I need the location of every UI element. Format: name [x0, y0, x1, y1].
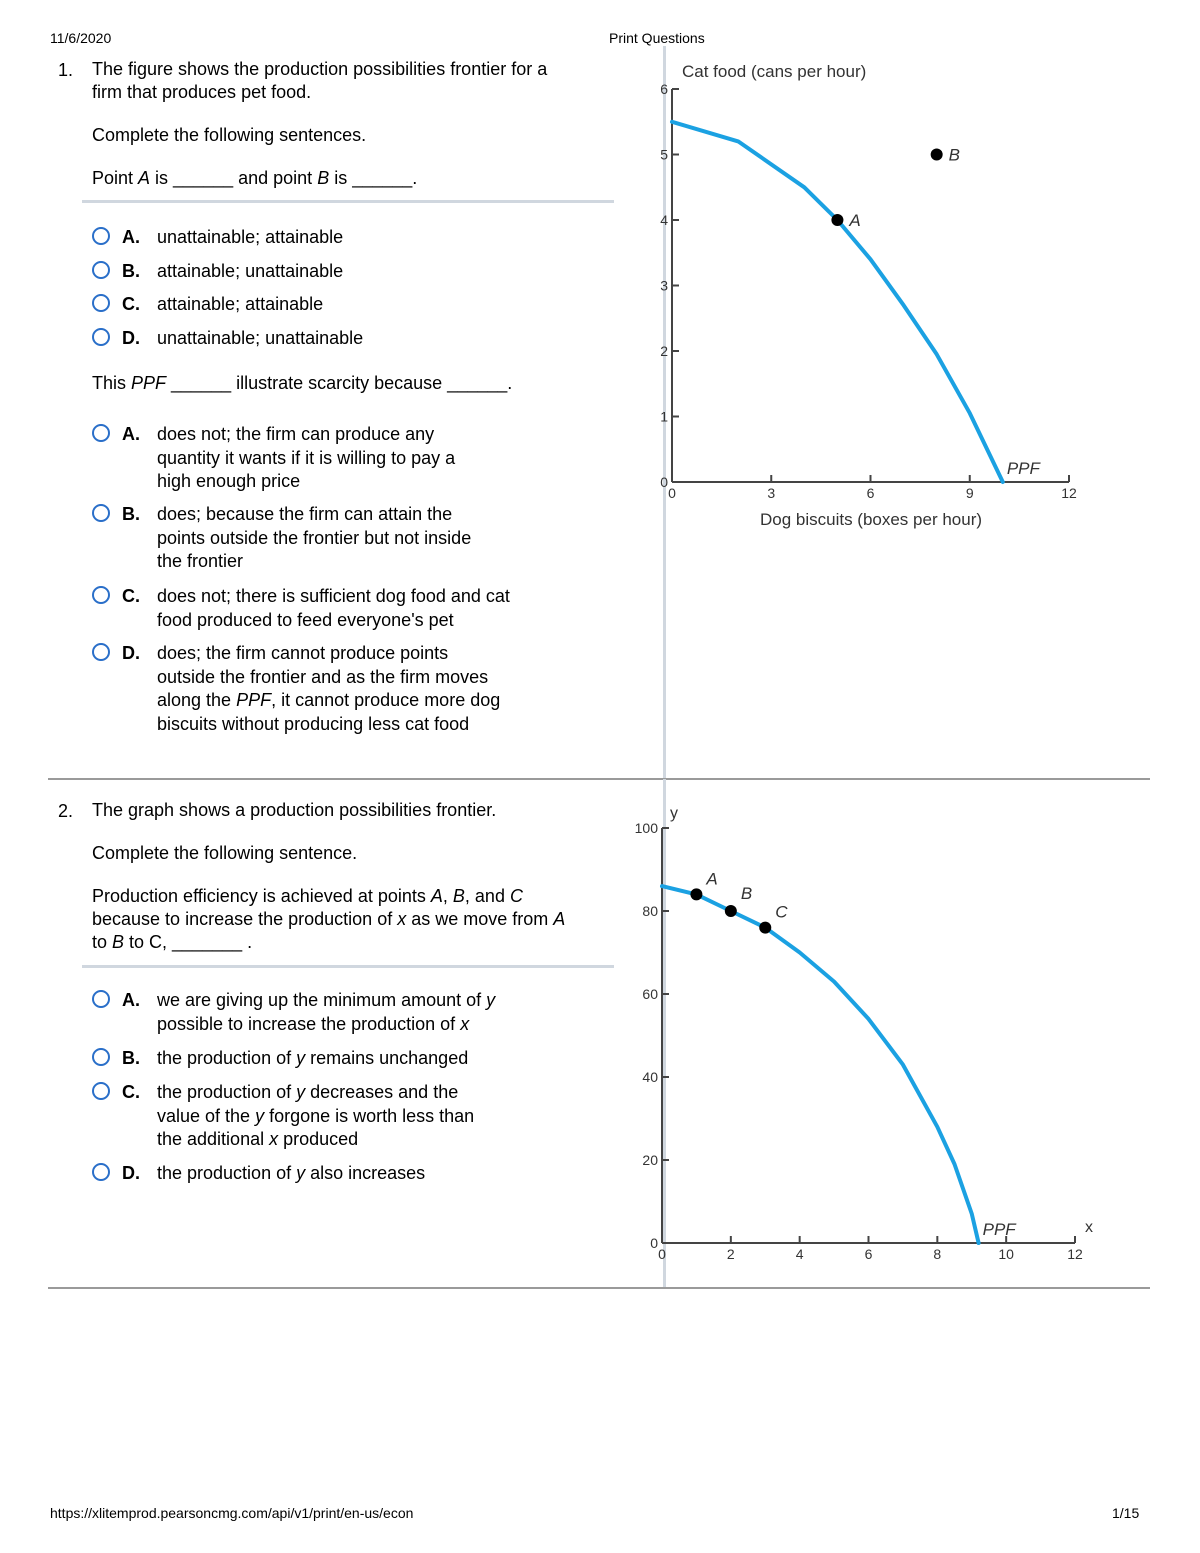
point-a [831, 214, 843, 226]
option-letter: D. [122, 1163, 140, 1183]
x-tick-label: 2 [726, 1246, 735, 1262]
radio-button[interactable] [92, 294, 110, 312]
x-tick-label: 12 [1067, 1246, 1083, 1262]
option-letter: A. [122, 227, 140, 247]
point-label-b: B [740, 884, 753, 903]
radio-button[interactable] [92, 328, 110, 346]
y-tick-label: 20 [642, 1152, 658, 1168]
ppf-chart-xy [610, 798, 1150, 1278]
ppf-curve [672, 122, 1003, 482]
radio-button[interactable] [92, 424, 110, 442]
option-text: attainable; attainable [157, 294, 324, 314]
prompt-sentence: Point A is ______ and point B is ______. [92, 168, 418, 188]
option-text: does; because the firm can attain the points outside the frontier but not inside the frontier [157, 504, 472, 571]
radio-button[interactable] [92, 586, 110, 604]
point-label-a: A [849, 211, 861, 230]
option-letter: C. [122, 1082, 140, 1102]
y-tick-label: 0 [660, 474, 668, 490]
separator [82, 200, 614, 203]
y-tick-label: 60 [642, 986, 658, 1002]
x-tick-label: 9 [965, 485, 974, 501]
y-tick-label: 40 [642, 1069, 658, 1085]
option-letter: B. [122, 1048, 140, 1068]
radio-button[interactable] [92, 261, 110, 279]
radio-button[interactable] [92, 504, 110, 522]
option-text: does; the firm cannot produce points outside the frontier and as the firm moves along the PPF, it cannot produce more dog biscuits without producing less cat food [157, 643, 501, 734]
prompt-intro: The figure shows the production possibilities frontier for a firm that produces pet food. [92, 59, 548, 102]
x-tick-label: 4 [795, 1246, 804, 1262]
y-tick-label: 1 [660, 408, 668, 425]
x-axis-label: Dog biscuits (boxes per hour) [759, 510, 983, 529]
option-letter: D. [122, 643, 140, 663]
option-text: attainable; unattainable [157, 261, 344, 281]
point-a [690, 888, 702, 900]
y-axis-label: Cat food (cans per hour) [682, 62, 867, 81]
point-label-c: C [775, 902, 788, 922]
radio-button[interactable] [92, 1082, 110, 1100]
radio-button[interactable] [92, 990, 110, 1008]
question-prompt [92, 799, 582, 974]
prompt-instruction: Complete the following sentences. [92, 125, 367, 145]
prompt-instruction: Complete the following sentence. [92, 843, 358, 863]
print-title: Print Questions [609, 30, 705, 46]
prompt-sentence: Production efficiency is achieved at points A, B, and C because to increase the production of x as we move from A to B to C, _______ . [92, 886, 566, 952]
y-tick-label: 2 [660, 343, 668, 359]
radio-button[interactable] [92, 1163, 110, 1181]
option-letter: C. [122, 586, 140, 606]
y-tick-label: 5 [660, 146, 668, 163]
prompt-intro: The graph shows a production possibilities frontier. [92, 800, 497, 820]
x-tick-label: 12 [1061, 485, 1077, 501]
question-prompt [92, 58, 582, 210]
x-tick-label: 3 [767, 485, 776, 501]
y-tick-label: 0 [650, 1235, 658, 1251]
point-b [931, 149, 943, 161]
ppf-curve [662, 886, 979, 1243]
option-letter: C. [122, 294, 140, 314]
page-number: 1/15 [1112, 1505, 1140, 1521]
x-axis-label: x [1085, 1219, 1093, 1236]
option-letter: A. [122, 424, 140, 444]
print-date: 11/6/2020 [50, 30, 112, 46]
point-label-b: B [948, 145, 961, 165]
option-letter: D. [122, 328, 140, 348]
option-text: unattainable; attainable [157, 227, 344, 247]
y-tick-label: 80 [642, 903, 658, 919]
option-text: the production of y also increases [157, 1163, 426, 1183]
option-text: we are giving up the minimum amount of y possible to increase the production of x [157, 990, 496, 1034]
radio-button[interactable] [92, 643, 110, 661]
radio-button[interactable] [92, 1048, 110, 1066]
y-axis-label: y [670, 805, 678, 822]
y-tick-label: 6 [660, 81, 668, 97]
option-text: the production of y remains unchanged [157, 1048, 469, 1068]
point-b [725, 905, 737, 917]
x-tick-label: 10 [998, 1246, 1014, 1262]
ppf-label: PPF [982, 1220, 1016, 1239]
option-text: does not; there is sufficient dog food and cat food produced to feed everyone's pet [157, 586, 510, 630]
option-letter: A. [122, 990, 140, 1010]
footer-url[interactable]: https://xlitemprod.pearsoncmg.com/api/v1/print/en-us/econ [50, 1505, 414, 1521]
y-tick-label: 3 [660, 277, 668, 294]
radio-button[interactable] [92, 227, 110, 245]
second-prompt: This PPF ______ illustrate scarcity because ______. [92, 373, 513, 393]
option-letter: B. [122, 261, 140, 281]
option-text: unattainable; unattainable [157, 328, 364, 348]
y-tick-label: 4 [660, 212, 668, 228]
option-text: the production of y decreases and the value of the y forgone is worth less than the additional x produced [157, 1082, 475, 1149]
separator [82, 965, 614, 968]
question-number: 1. [58, 60, 74, 80]
x-tick-label: 6 [866, 485, 875, 501]
x-tick-label: 8 [933, 1246, 942, 1262]
option-text: does not; the firm can produce any quantity it wants if it is willing to pay a high enough price [157, 424, 456, 491]
x-tick-label: 6 [864, 1246, 873, 1262]
point-c [759, 922, 771, 934]
x-tick-label: 0 [658, 1246, 666, 1262]
ppf-chart-pet-food [630, 55, 1170, 535]
point-label-a: A [706, 869, 718, 889]
question-number: 2. [58, 801, 74, 821]
option-letter: B. [122, 504, 140, 524]
y-tick-label: 100 [634, 820, 658, 836]
x-tick-label: 0 [668, 485, 676, 501]
ppf-label: PPF [1006, 459, 1040, 478]
